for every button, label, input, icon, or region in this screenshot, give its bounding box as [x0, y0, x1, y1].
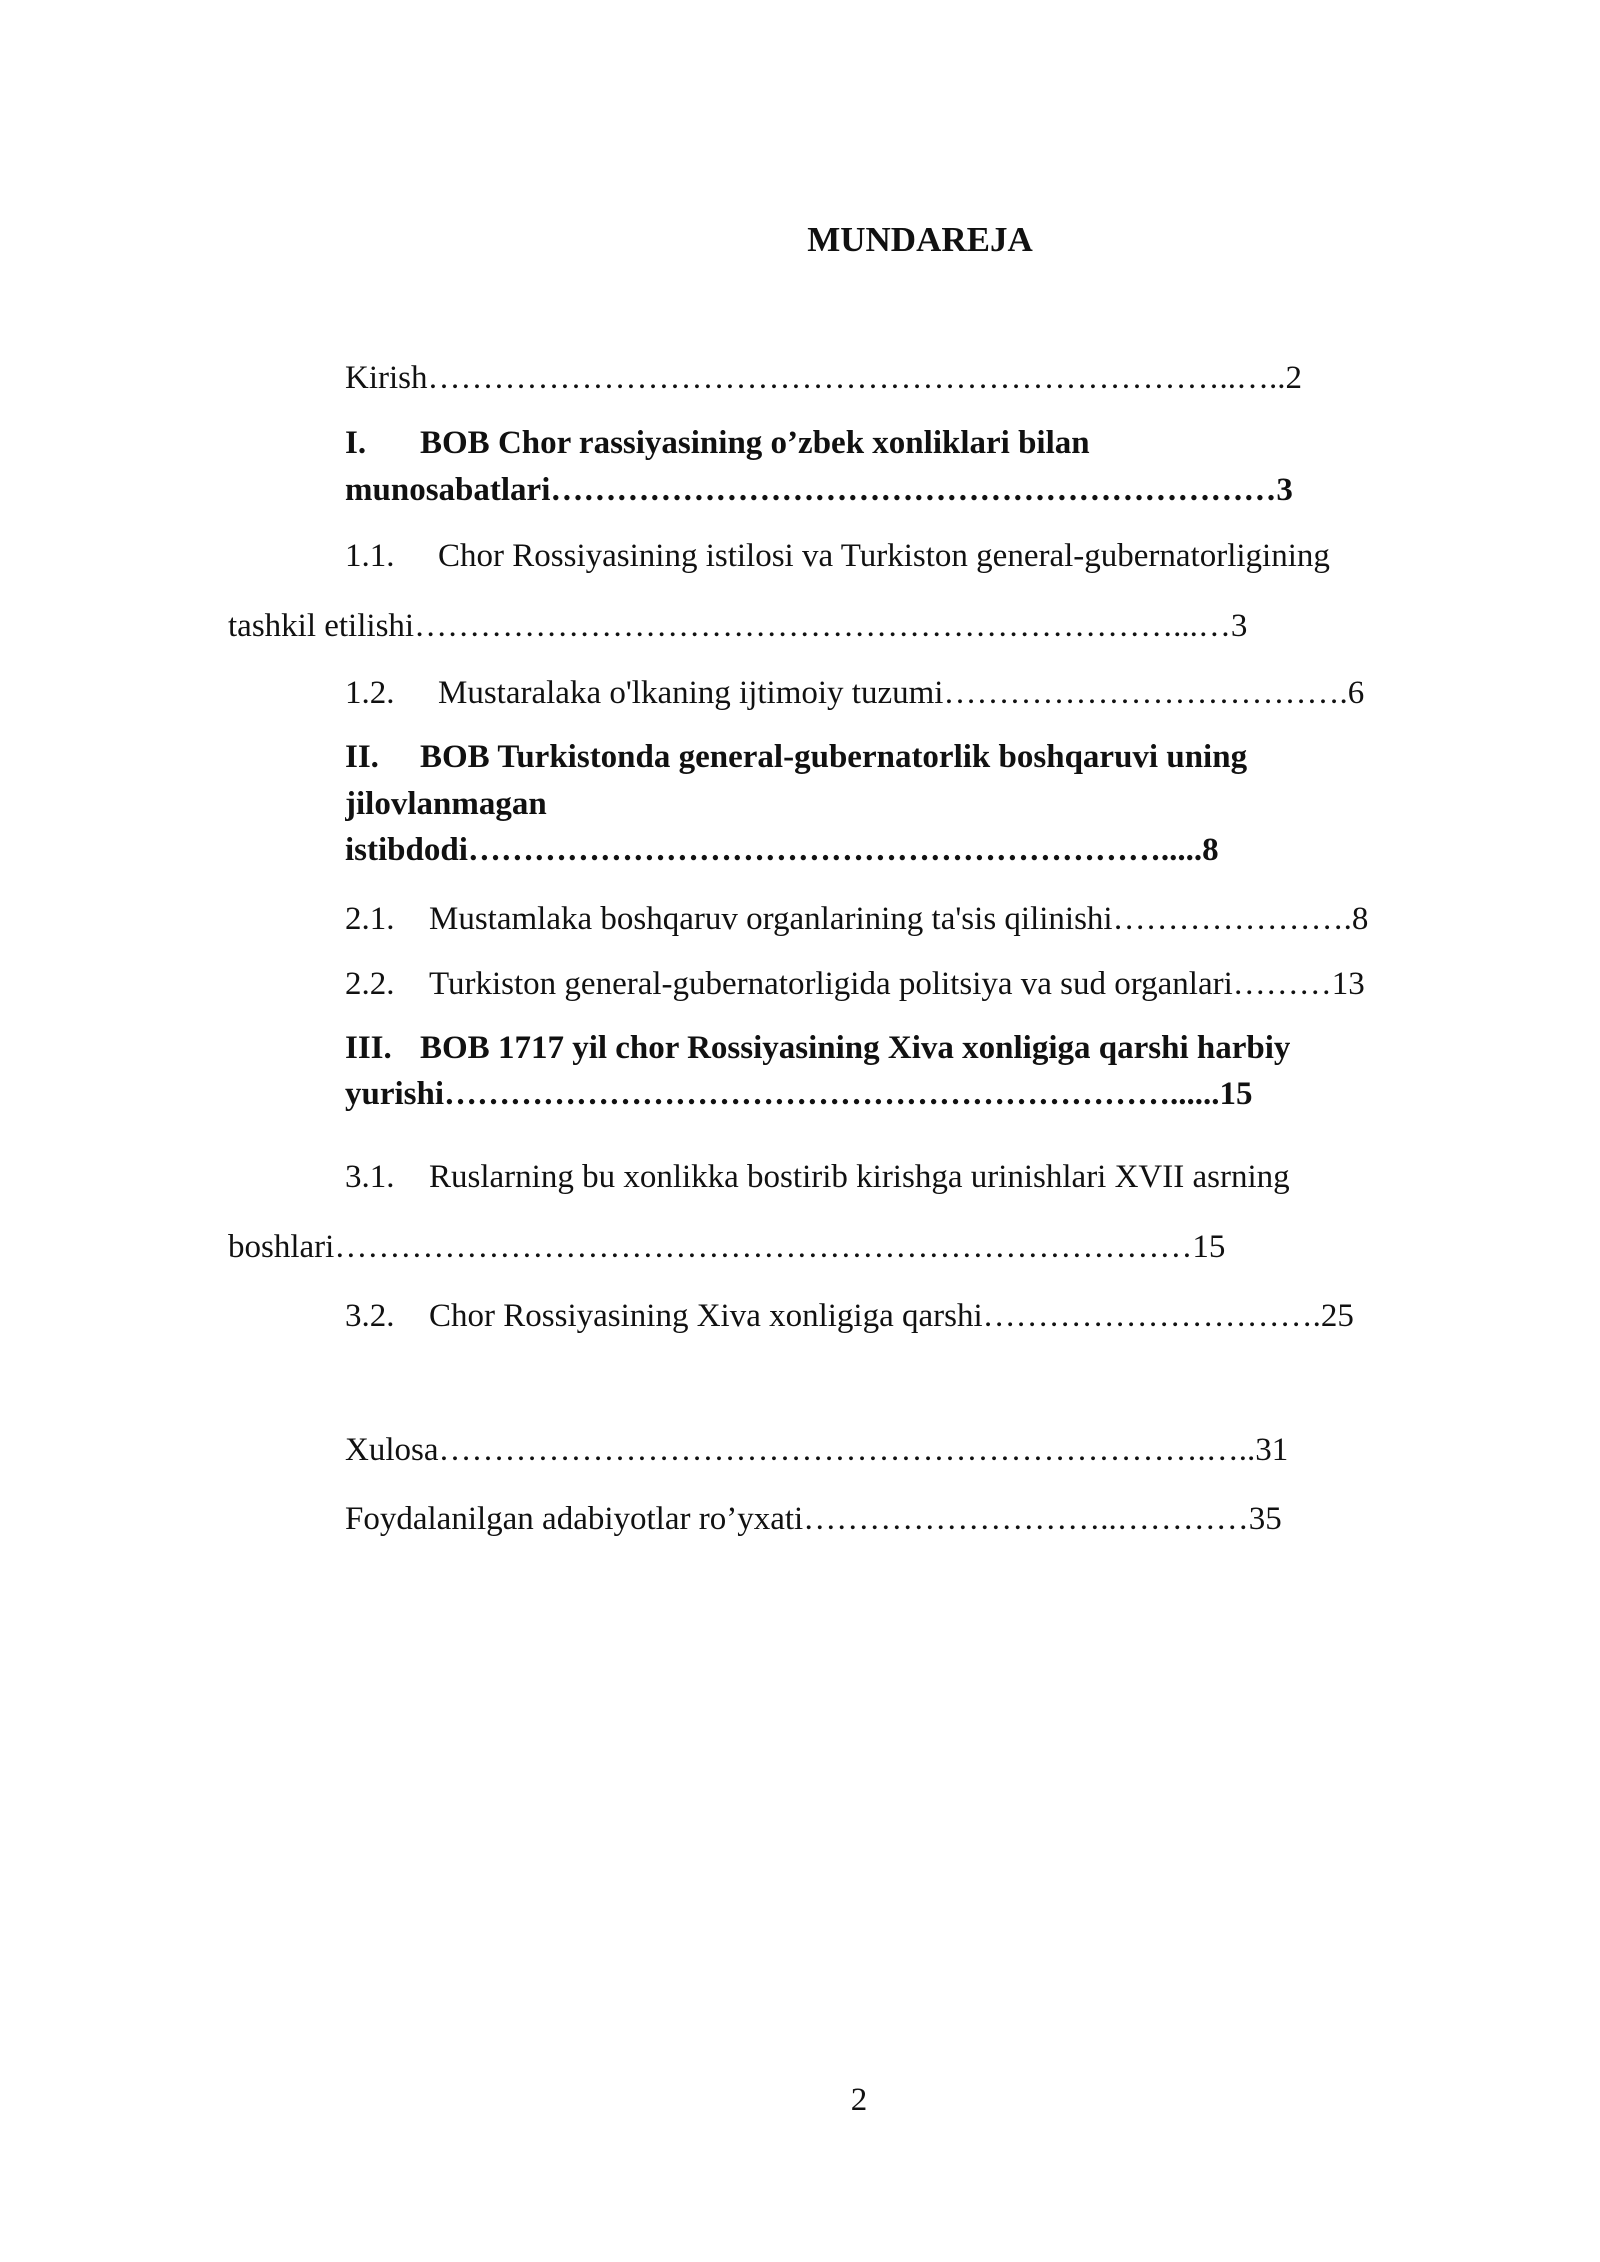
- toc-entry-bob3-continued: yurishi…………………………………………………………......15: [345, 1076, 1253, 1112]
- toc-entry-number: 2.2.: [345, 966, 395, 1002]
- toc-entry-1-1-continued: tashkil etilishi……………………………………………………………...…3: [228, 608, 1248, 644]
- toc-entry-1-2: [345, 673, 1364, 713]
- toc-entry-number: 3.1.: [345, 1159, 395, 1195]
- toc-entry-3-2: [345, 1296, 1354, 1336]
- page-title: MUNDAREJA: [807, 220, 1033, 259]
- toc-entry-xulosa: Xulosa…………………………………………………………….…..31: [345, 1432, 1289, 1468]
- toc-entry-bob2: [345, 737, 1247, 777]
- toc-entry-text: Ruslarning bu xonlikka bostirib kirishga urinishlari XVII asrning: [429, 1159, 1290, 1195]
- toc-entry-bob3: [345, 1028, 1290, 1068]
- toc-entry-bob1-continued: munosabatlari…………………………………………………………3: [345, 472, 1293, 508]
- toc-entry-text: Chor Rossiyasining Xiva xonligiga qarshi………………………….25: [429, 1298, 1354, 1334]
- toc-entry-number: I.: [345, 425, 367, 461]
- toc-entry-2-1: [345, 899, 1368, 939]
- toc-entry-text: Mustaralaka o'lkaning ijtimoiy tuzumi……………………………….6: [438, 675, 1365, 711]
- toc-entry-bob2-continued: istibdodi……………………………………………………….....8: [345, 832, 1219, 868]
- toc-entry-3-1: [345, 1157, 1290, 1197]
- toc-entry-text: BOB Turkistonda general-gubernatorlik boshqaruvi uning: [420, 739, 1248, 775]
- toc-entry-bob2-continued: jilovlanmagan: [345, 786, 547, 822]
- toc-entry-1-1: [345, 536, 1330, 576]
- toc-entry-text: BOB 1717 yil chor Rossiyasining Xiva xonligiga qarshi harbiy: [420, 1030, 1291, 1066]
- toc-entry-text: Mustamlaka boshqaruv organlarining ta'sis qilinishi………………….8: [429, 901, 1369, 937]
- toc-entry-bob1: [345, 423, 1090, 463]
- toc-entry-2-2: [345, 964, 1365, 1004]
- toc-entry-text: Chor Rossiyasining istilosi va Turkiston general-gubernatorligining: [438, 538, 1330, 574]
- toc-entry-number: III.: [345, 1030, 392, 1066]
- toc-entry-3-1-continued: boshlari……………………………………………………………………15: [228, 1229, 1226, 1265]
- toc-entry-kirish: Kirish………………………………………………………………..…..2: [345, 360, 1302, 396]
- toc-entry-adabiyotlar: Foydalanilgan adabiyotlar ro’yxati………………………..…………35: [345, 1501, 1282, 1537]
- toc-entry-text: Turkiston general-gubernatorligida politsiya va sud organlari………13: [429, 966, 1365, 1002]
- page-number: 2: [850, 2082, 868, 2118]
- toc-entry-number: 3.2.: [345, 1298, 395, 1334]
- toc-entry-number: 2.1.: [345, 901, 395, 937]
- toc-entry-text: BOB Chor rassiyasining o’zbek xonliklari bilan: [420, 425, 1090, 461]
- toc-entry-number: II.: [345, 739, 379, 775]
- toc-entry-number: 1.1.: [345, 538, 395, 574]
- toc-entry-number: 1.2.: [345, 675, 395, 711]
